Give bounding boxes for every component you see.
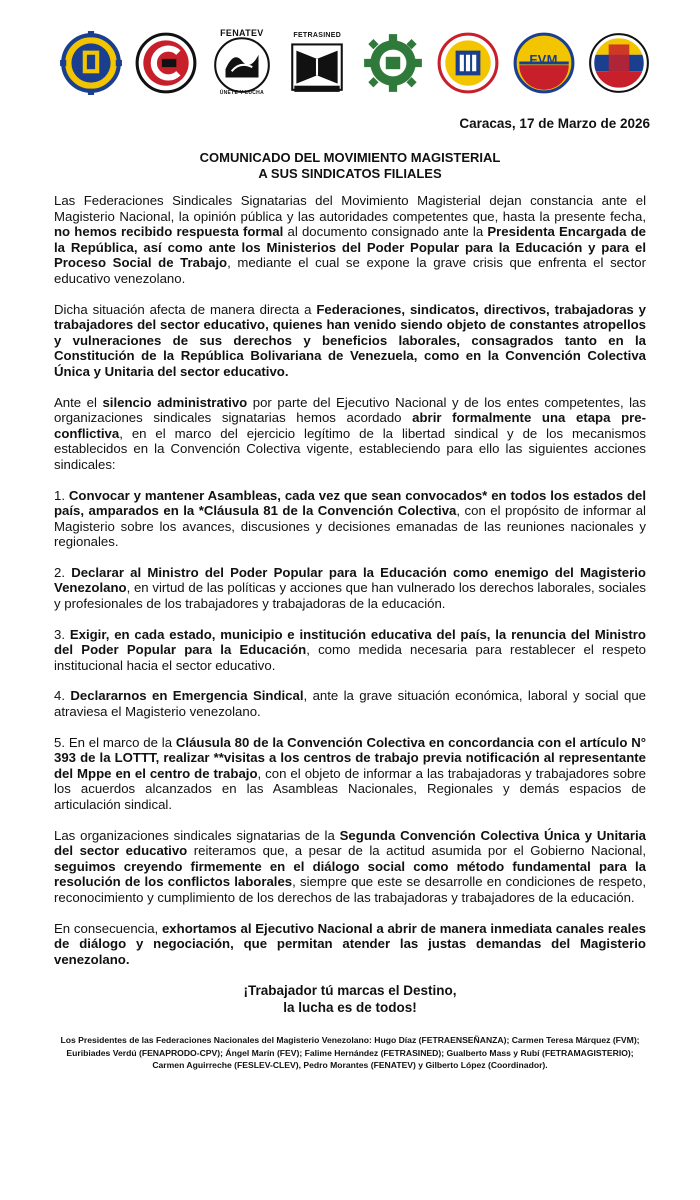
text-run: por parte del Ejecutivo Nacional y de los entes competentes, las organizaciones sindicales signatarias hemos acordado [54, 394, 646, 426]
bold-text-run: exhortamos al Ejecutivo Nacional a abrir de manera inmediata canales reales de diálogo y negociación, que permitan atender las justas demandas del Magisterio venezolano. [54, 920, 646, 967]
text-run: Las Federaciones Sindicales Signatarias del Movimiento Magisterial dejan constancia ante el Magisterio Nacional, la opinión pública y las autoridades competentes que, hasta la presente fecha, [54, 193, 646, 224]
title-line-1: COMUNICADO DEL MOVIMIENTO MAGISTERIAL [199, 150, 501, 165]
bold-text-run: Exigir, en cada estado, municipio e institución educativa del país, la renuncia del Ministro del Poder Popular para la Educación [54, 626, 646, 658]
text-run: , siempre que este se desarrolle en condiciones de respeto, reconocimiento y cumplimiento de los derechos de las trabajadoras y trabajadores de la educación. [54, 874, 646, 905]
paragraph-list [54, 193, 646, 967]
document-body [54, 193, 646, 1071]
logo-row [60, 28, 650, 98]
text-run: al documento consignado ante la [283, 224, 488, 240]
title-line-2: A SUS SINDICATOS FILIALES [258, 166, 442, 181]
text-run: , en el marco del ejercicio legítimo de la libertad sindical y de los mecanismos establecidos en la Convención Colectiva vigente, estableciendo para ello las siguientes acciones sindicales: [54, 425, 646, 472]
union-logo-2 [135, 30, 197, 96]
body-paragraph [54, 565, 646, 612]
bold-text-run: Convocar y mantener Asambleas, cada vez que sean convocados* en todos los estados del país, amparados en la *Cláusula 81 de la Convención Colectiva [54, 487, 646, 519]
text-run: Dicha situación afecta de manera directa a [54, 301, 317, 317]
fenatev-caption: FENATEV [220, 28, 264, 38]
text-run: , como medida necesaria para restablecer el respeto institucional hacia el sector educativo. [54, 642, 646, 673]
union-logo-5 [362, 30, 424, 96]
text-run: 1. [54, 487, 69, 503]
document-date: Caracas, 17 de Marzo de 2026 [459, 116, 650, 131]
text-run: Las organizaciones sindicales signatarias de la [54, 827, 340, 843]
text-run: , con el objeto de informar a las trabajadoras y trabajadores sobre los acuerdos alcanzados en las Asambleas Nacionales, Regionales y demás espacios de articulación sindical. [54, 765, 647, 812]
bold-text-run: Declararnos en Emergencia Sindical [70, 688, 304, 704]
fenatev-logo [211, 30, 273, 96]
body-paragraph [54, 735, 646, 813]
body-paragraph [54, 193, 646, 287]
text-run: reiteramos que, a pesar de la actitud asumida por el Gobierno Nacional, [187, 843, 646, 859]
text-run: , ante la grave situación económica, laboral y social que atraviesa el Magisterio venezolano. [54, 688, 646, 720]
fetrasined-logo [286, 30, 348, 96]
fenatev-subcaption: ÚNETE Y LUCHA [219, 90, 264, 96]
body-paragraph [54, 395, 646, 473]
body-paragraph [54, 488, 646, 550]
text-run: En consecuencia, [54, 920, 162, 936]
slogan [54, 982, 646, 1016]
bold-text-run: Cláusula 80 de la Convención Colectiva en concordancia con el artículo N° 393 de la LOTTT, realizar **visitas a los centros de trabajo previa notificación al representante del Mppe en el centro de trabajo [54, 734, 646, 781]
bold-text-run: Federaciones, sindicatos, directivos, trabajadoras y trabajadores del sector educativo, quienes han venido siendo objeto de constantes atropellos y vulneraciones de sus derechos y beneficios laborales, consagrados tanto en la Constitución de la República Bolivariana de Venezuela, como en la Convención Colectiva Única y Unitaria del sector educativo. [54, 301, 646, 379]
bold-text-run: abrir formalmente una etapa pre-conflictiva [54, 410, 647, 441]
bold-text-run: Presidenta Encargada de la República, así como ante los Ministerios del Poder Popular para la Educación y para el Proceso Social de Trabajo [54, 224, 646, 271]
signatories: Los Presidentes de las Federaciones Nacionales del Magisterio Venezolano: Hugo Díaz (FETRAENSEÑANZA); Carmen Teresa Márquez (FVM); Euribiades Verdú (FENAPRODO-CPV); Ángel Marín (FEV); Falime Hernández (FETRASINED); Gualberto Mass y Rubí (FETRAMAGISTERIO); Carmen Aguirreche (FESLEV-CLEV), Pedro Morantes (FENATEV) y Gilberto López (Coordinador). [60, 1035, 640, 1070]
text-run: , mediante el cual se expone la grave crisis que enfrenta el sector educativo venezolano. [54, 255, 646, 286]
text-run: 2. [54, 564, 72, 580]
fetrasined-caption: FETRASINED [293, 32, 342, 39]
union-logo-8 [588, 30, 650, 96]
body-paragraph [54, 627, 646, 674]
body-paragraph [54, 302, 646, 380]
union-logo-1 [60, 30, 122, 96]
text-run: 3. [54, 626, 70, 642]
bold-text-run: silencio administrativo [102, 394, 248, 410]
fvm-logo [513, 30, 575, 96]
slogan-line-1: ¡Trabajador tú marcas el Destino, [243, 983, 457, 999]
document-title [0, 150, 700, 182]
text-run: 5. En el marco de la [54, 734, 176, 750]
body-paragraph [54, 688, 646, 719]
text-run: , en virtud de las políticas y acciones que han vulnerado los derechos laborales, sociales y profesionales de los trabajadores y trabajadoras de la educación. [54, 580, 646, 612]
fvm-caption: FVM [529, 52, 558, 67]
text-run: 4. [54, 688, 71, 704]
union-logo-6 [437, 30, 499, 96]
bold-text-run: Declarar al Ministro del Poder Popular para la Educación como enemigo del Magisterio Venezolano [54, 564, 646, 596]
text-run: , con el propósito de informar al Magisterio sobre los avances, discusiones y decisiones emanadas de las reuniones nacionales y regionales. [54, 503, 646, 550]
body-paragraph [54, 828, 646, 906]
bold-text-run: seguimos creyendo firmemente en el diálogo social como método fundamental para la resolución de los conflictos laborales [54, 858, 646, 890]
bold-text-run: no hemos recibido respuesta formal [54, 224, 284, 240]
bold-text-run: Segunda Convención Colectiva Única y Unitaria del sector educativo [54, 827, 646, 859]
body-paragraph [54, 921, 646, 968]
text-run: Ante el [54, 394, 103, 410]
slogan-line-2: la lucha es de todos! [283, 1000, 417, 1016]
